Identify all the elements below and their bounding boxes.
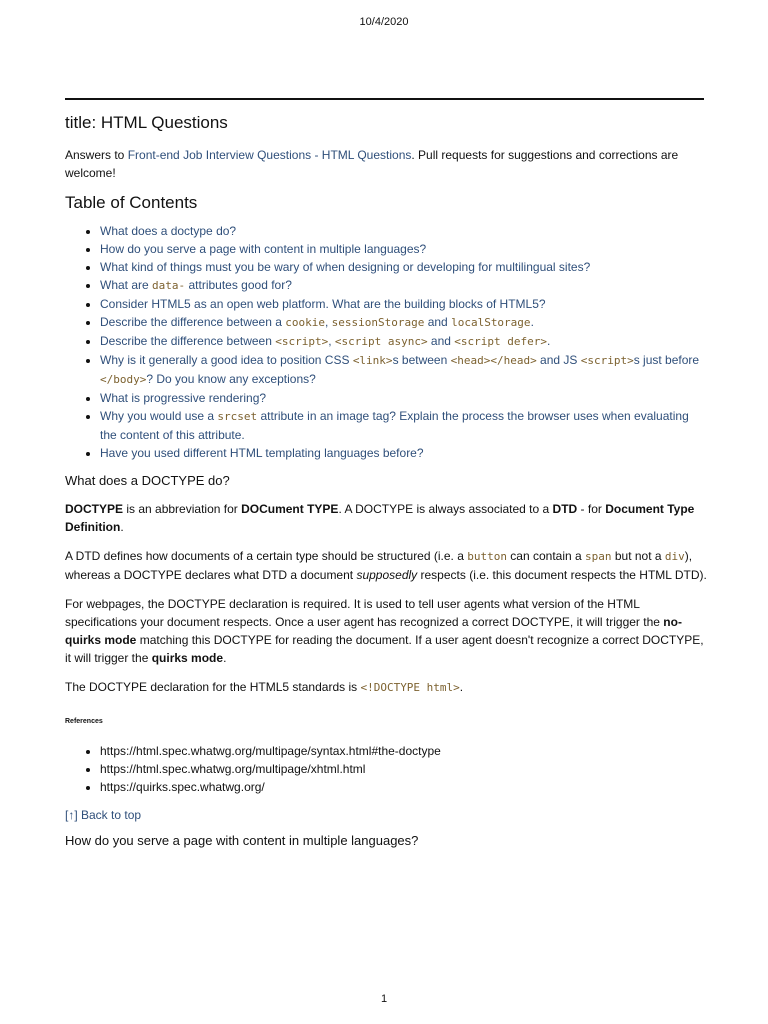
toc-item [100,258,707,276]
toc-link-multiple-languages[interactable]: How do you serve a page with content in multiple languages? [100,242,427,256]
toc-text: attribute in an image tag? Explain the process the browser uses when evaluating the content of this attribute. [100,409,689,442]
toc-link-templating-languages[interactable]: Have you used different HTML templating languages before? [100,446,424,460]
toc-text: Why is it generally a good idea to position CSS [100,353,353,367]
toc-code: <head></head> [450,354,537,367]
toc-heading: Table of Contents [65,193,198,212]
toc-text: and [424,315,452,329]
text: . A DOCTYPE is always associated to a [338,502,553,516]
bold-text: DOCTYPE [65,502,124,516]
document-title: title: HTML Questions [65,113,228,132]
toc-text: . [547,334,551,348]
toc-code: <script defer> [454,335,548,348]
text: matching this DOCTYPE for reading the document. If a user agent doesn't recognize a correct DOCTYPE, it will trigger the [65,633,704,665]
toc-text: ? Do you know any exceptions? [146,372,316,386]
toc-text: . [530,315,534,329]
toc-code: localStorage [451,316,531,329]
toc-item [100,276,707,295]
bold-text: DOCument TYPE [241,502,339,516]
intro-paragraph [65,146,707,182]
toc-list [65,222,707,462]
interview-questions-link[interactable]: Front-end Job Interview Questions - HTML Questions [127,148,412,162]
toc-link-html5-building-blocks[interactable]: Consider HTML5 as an open web platform. What are the building blocks of HTML5? [100,297,546,311]
text: is an abbreviation for [123,502,242,516]
toc-text: s just before [633,353,700,367]
text: For webpages, the DOCTYPE declaration is required. It is used to tell user agents what version of the HTML specifications your document respects. Once a user agent has recognized a correct DOCTYPE, it will trigger the [65,597,664,629]
section-heading-doctype: What does a DOCTYPE do? [65,473,230,488]
toc-item [100,313,707,332]
toc-code: <script async> [334,335,428,348]
references-list [65,742,707,796]
toc-item [100,351,707,389]
back-to-top-paragraph [65,806,707,824]
toc-item [100,295,707,313]
reference-item: • https://quirks.spec.whatwg.org/ [100,778,707,796]
doctype-paragraph-3 [65,595,707,667]
document-body [65,112,707,850]
inline-code: <!DOCTYPE html> [360,681,460,694]
section-heading-multiple-languages: How do you serve a page with content in multiple languages? [65,833,419,848]
italic-text: supposedly [356,568,418,582]
page-number: 1 [380,993,388,1005]
toc-text: Why you would use a [100,409,218,423]
toc-code: <script> [275,335,329,348]
toc-link-data-attributes[interactable] [100,278,292,292]
toc-link-srcset[interactable] [100,409,689,442]
intro-suffix: . Pull requests for suggestions and corrections are welcome! [65,148,679,180]
inline-code: span [585,550,612,563]
toc-text: and [427,334,455,348]
doctype-paragraph-2 [65,547,707,584]
toc-code: <script> [580,354,634,367]
reference-item: • https://html.spec.whatwg.org/multipage/syntax.html#the-doctype [100,742,707,760]
toc-code: sessionStorage [331,316,425,329]
text: A DTD defines how documents of a certain type should be structured (i.e. a [65,549,468,563]
doctype-paragraph-1 [65,500,707,536]
references-label: References [65,718,103,725]
toc-text: Describe the difference between [100,334,276,348]
text: respects (i.e. this document respects the HTML DTD). [417,568,707,582]
toc-text: s between [392,353,451,367]
toc-item [100,240,707,258]
toc-link-script-difference[interactable] [100,334,550,348]
toc-link-multilingual-sites[interactable]: What kind of things must you be wary of when designing or developing for multilingual sites? [100,260,591,274]
toc-text: Describe the difference between a [100,315,286,329]
bold-text: no-quirks mode [65,615,682,647]
intro-prefix: Answers to [65,148,128,162]
text: but not a [611,549,665,563]
toc-text: What are [100,278,153,292]
toc-text: , [324,315,332,329]
toc-code: </body> [100,373,147,386]
toc-link-css-js-position[interactable] [100,353,699,386]
inline-code: button [467,550,507,563]
toc-text: attributes good for? [185,278,292,292]
toc-item [100,407,707,444]
doctype-paragraph-4 [65,678,707,697]
toc-item [100,332,707,351]
toc-code: cookie [285,316,325,329]
reference-item: • https://html.spec.whatwg.org/multipage/xhtml.html [100,760,707,778]
toc-code: srcset [217,410,258,423]
text: ), whereas a DOCTYPE declares what DTD a document [65,549,693,582]
toc-text: , [328,334,335,348]
bold-text: Document Type Definition [65,502,695,534]
back-to-top-link[interactable]: [↑] Back to top [65,808,142,822]
toc-link-doctype[interactable]: What does a doctype do? [100,224,237,238]
text: . [223,651,227,665]
bold-text: DTD [552,502,578,516]
toc-code: <link> [352,354,393,367]
toc-item [100,444,707,462]
toc-item [100,389,707,407]
text: can contain a [506,549,586,563]
toc-code: data- [152,279,186,292]
toc-text: and JS [536,353,581,367]
text: . [120,520,124,534]
title-divider [65,98,704,100]
text: - for [577,502,606,516]
inline-code: div [664,550,685,563]
toc-link-progressive-rendering[interactable]: What is progressive rendering? [100,391,267,405]
page-date: 10/4/2020 [359,16,409,28]
toc-item [100,222,707,240]
toc-link-storage-difference[interactable] [100,315,534,329]
bold-text: quirks mode [151,651,224,665]
text: . [459,680,464,694]
text: The DOCTYPE declaration for the HTML5 standards is [65,680,361,694]
